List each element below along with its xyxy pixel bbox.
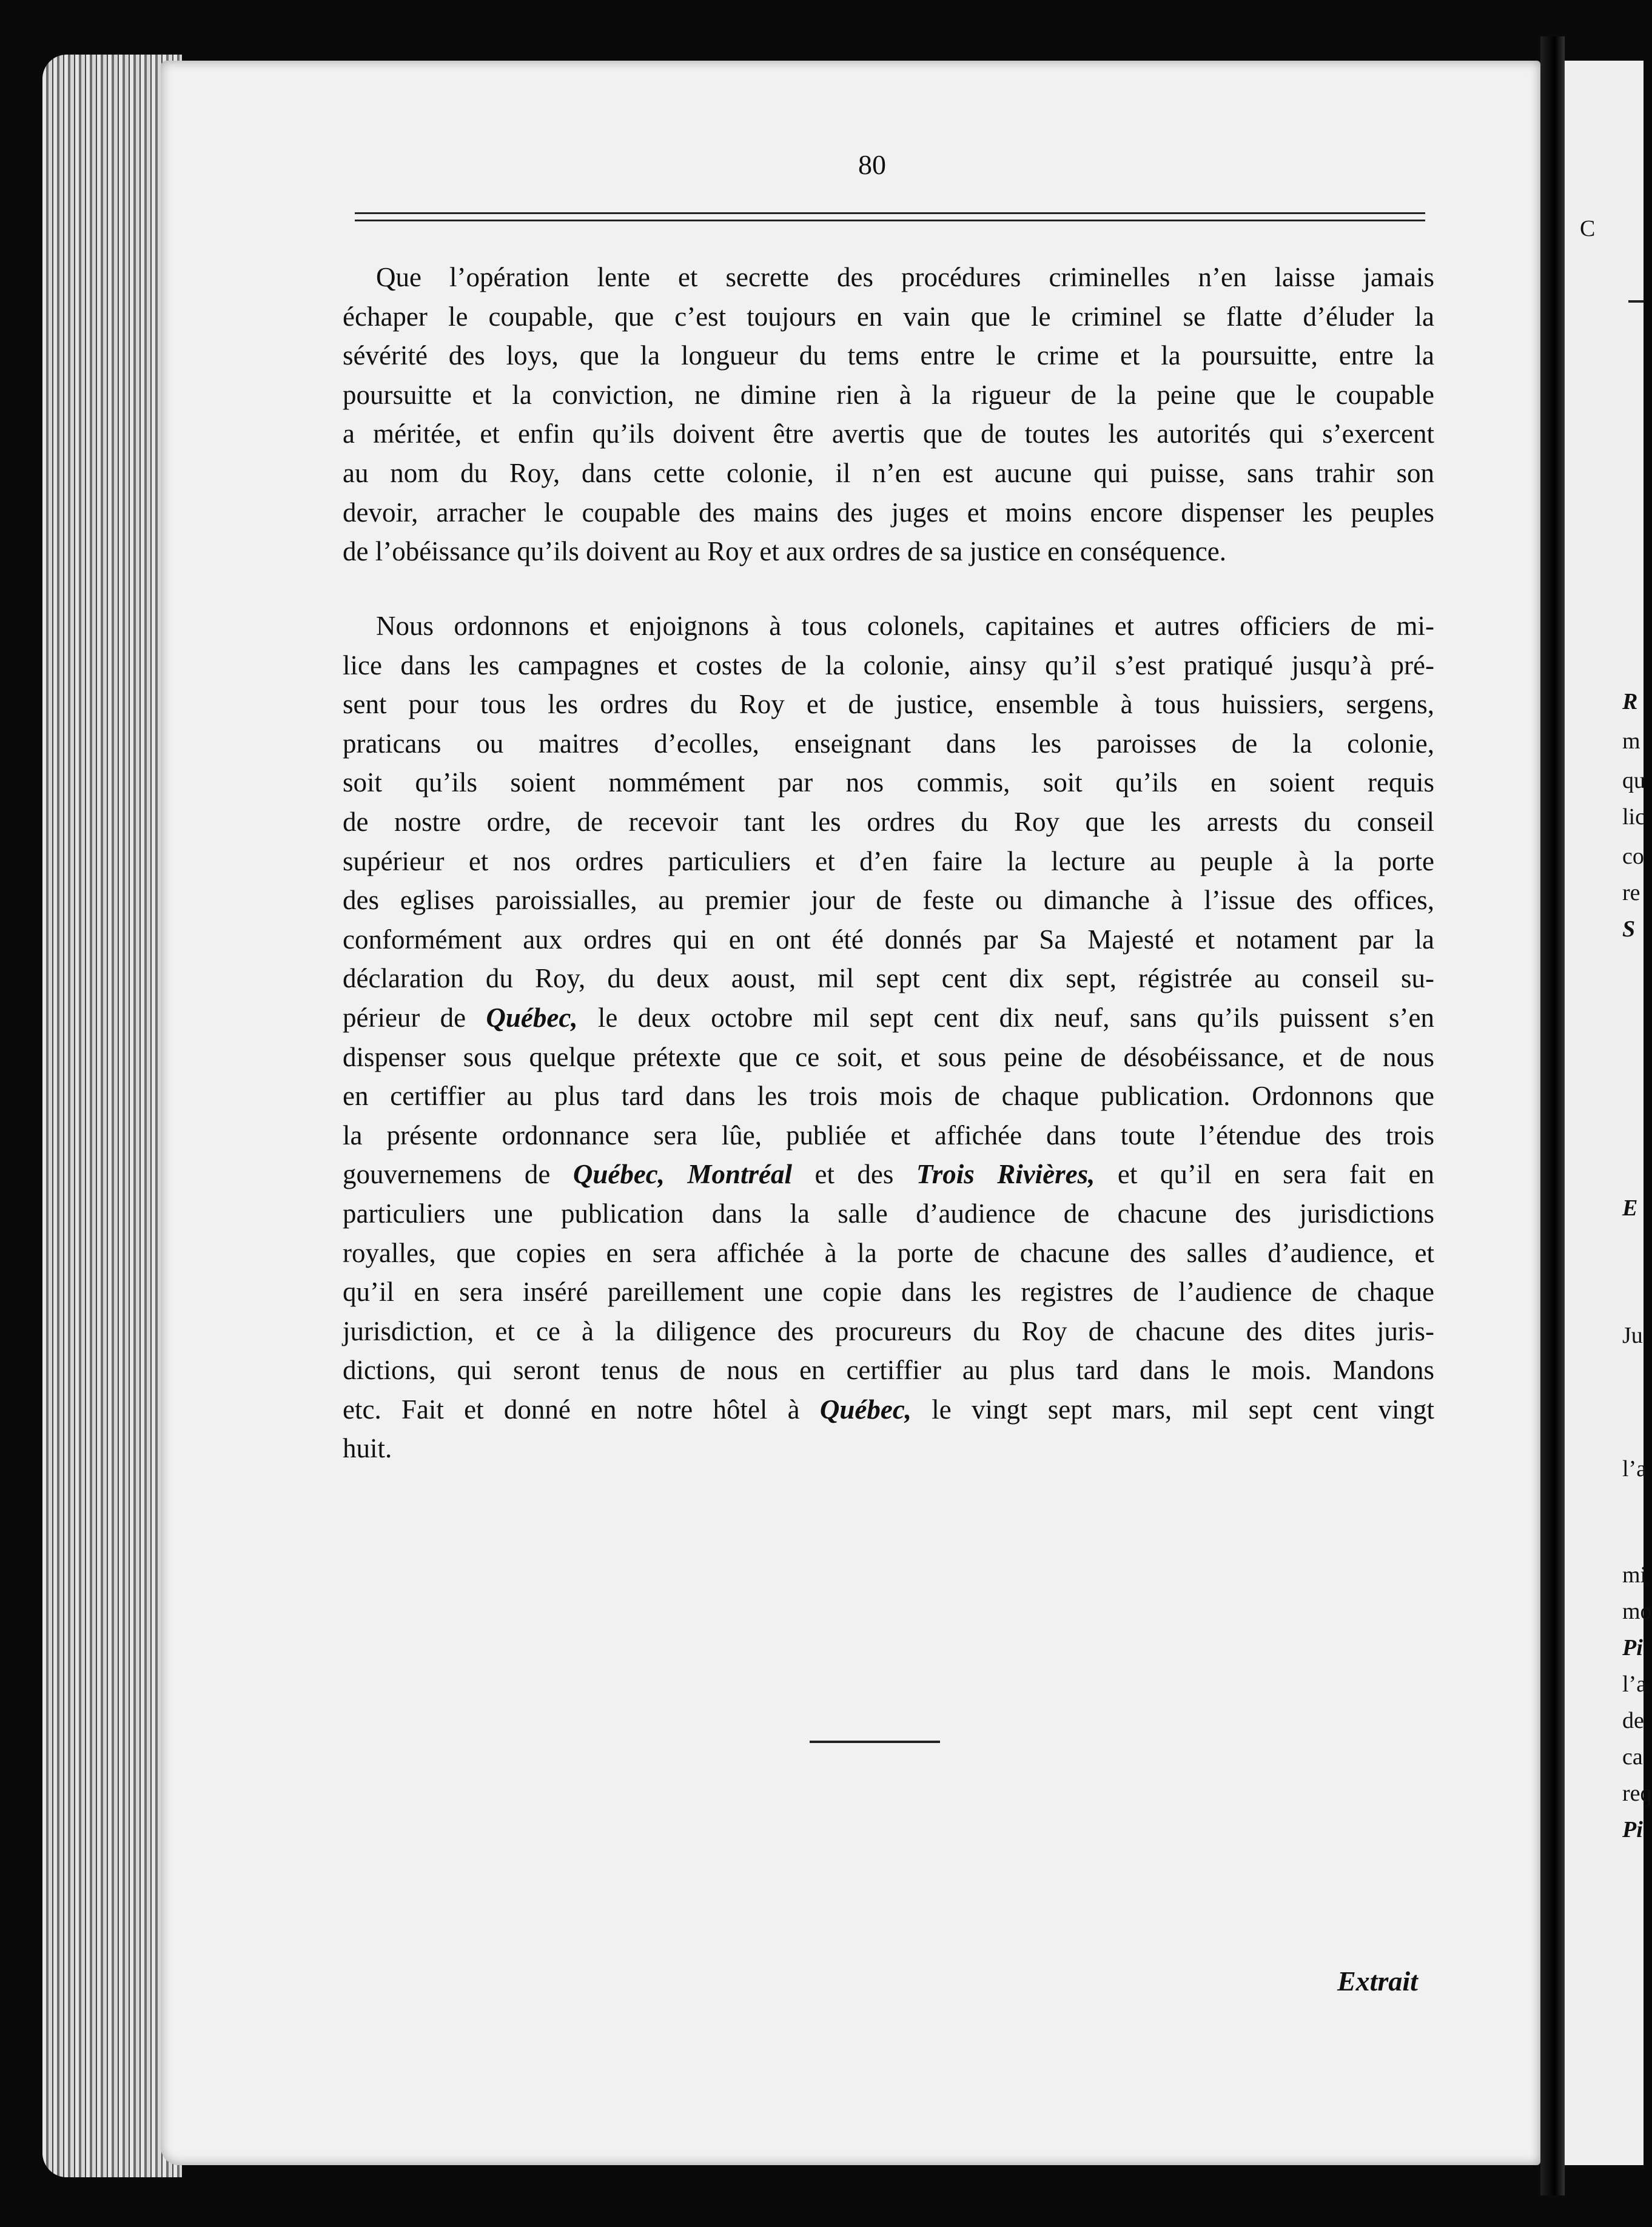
facing-page-fragment: l’a — [1622, 1456, 1647, 1482]
place-name: Trois Rivières, — [916, 1159, 1095, 1190]
place-name: Québec, — [486, 1002, 578, 1033]
header-rule — [355, 220, 1425, 221]
text-line: praticans ou maitres d’ecolles, enseignant dans les paroisses de la colonie, — [343, 728, 1434, 759]
text-line: en certiffier au plus tard dans les trois mois de chaque publication. Ordonnons que — [343, 1081, 1434, 1112]
facing-page-rule — [1628, 300, 1644, 303]
text-line: huit. — [343, 1433, 392, 1464]
text-line: Que l’opération lente et secrette des procédures criminelles n’en laisse jamais — [376, 262, 1434, 292]
text-line: a méritée, et enfin qu’ils doivent être avertis que de toutes les autorités qui s’exercent — [343, 418, 1434, 449]
text-line: Nous ordonnons et enjoignons à tous colonels, capitaines et autres officiers de mi- — [376, 611, 1434, 641]
facing-page-fragment: mi — [1622, 1562, 1647, 1588]
book-gutter — [1540, 36, 1565, 2195]
facing-page-fragment: qu — [1622, 768, 1645, 793]
catchword: Extrait — [1337, 1966, 1418, 1997]
place-name: Québec, — [819, 1394, 912, 1425]
text-run: le deux octobre mil sept cent dix neuf, sans qu’ils puissent s’en — [577, 1002, 1434, 1033]
text-run: et des — [792, 1159, 916, 1190]
facing-page-fragment: req — [1622, 1781, 1652, 1806]
header-rule — [355, 212, 1425, 214]
facing-page-fragment: de — [1622, 1708, 1644, 1733]
facing-page-fragment: m — [1622, 728, 1640, 754]
text-line: soit qu’ils soient nommément par nos commis, soit qu’ils en soient requis — [343, 767, 1434, 798]
text-line: des eglises paroissialles, au premier jour de feste ou dimanche à l’issue des offices, — [343, 885, 1434, 916]
text-line — [343, 1390, 1434, 1429]
text-line: de nostre ordre, de recevoir tant les ordres du Roy que les arrests du conseil — [343, 806, 1434, 837]
facing-page-fragment: R — [1622, 689, 1638, 714]
text-line: conformément aux ordres qui en ont été donnés par Sa Majesté et notament par la — [343, 924, 1434, 955]
text-line: au nom du Roy, dans cette colonie, il n’en est aucune qui puisse, sans trahir son — [343, 457, 1434, 488]
facing-page-fragment: l’a — [1622, 1671, 1647, 1697]
facing-page-fragment: mo — [1622, 1599, 1652, 1624]
text-line: dispenser sous quelque prétexte que ce soit, et sous peine de désobéissance, et de nous — [343, 1041, 1434, 1072]
text-line: lice dans les campagnes et costes de la colonie, ainsy qu’il s’est pratiqué jusqu’à pré- — [343, 650, 1434, 680]
text-run: le vingt sept mars, mil sept cent vingt — [912, 1394, 1434, 1425]
text-line: qu’il en sera inséré pareillement une copie dans les registres de l’audience de chaque — [343, 1277, 1434, 1308]
facing-page-fragment: E — [1622, 1195, 1638, 1221]
text-line: poursuitte et la conviction, ne dimine rien à la rigueur de la peine que le coupable — [343, 379, 1434, 410]
text-run: gouvernemens de — [343, 1159, 573, 1190]
text-line: royalles, que copies en sera affichée à la porte de chacune des salles d’audience, et — [343, 1237, 1434, 1268]
text-line: dictions, qui seront tenus de nous en certiffier au plus tard dans le mois. Mandons — [343, 1355, 1434, 1386]
text-line: déclaration du Roy, du deux aoust, mil sept cent dix sept, régistrée au conseil su- — [343, 963, 1434, 994]
facing-page-fragment: Pi — [1622, 1635, 1643, 1661]
text-run: périeur de — [343, 1002, 486, 1033]
page-number: 80 — [858, 149, 886, 180]
text-line — [343, 998, 1434, 1038]
facing-page-fragment: ca — [1622, 1744, 1643, 1770]
paragraph-2 — [343, 606, 1434, 1468]
text-line: échaper le coupable, que c’est toujours en vain que le criminel se flatte d’éluder la — [343, 301, 1434, 332]
text-line: la présente ordonnance sera lûe, publiée et affichée dans toute l’étendue des trois — [343, 1120, 1434, 1150]
text-run: et qu’il en sera fait en — [1095, 1159, 1435, 1190]
facing-page-fragment: Pi — [1622, 1817, 1643, 1842]
text-line: sent pour tous les ordres du Roy et de justice, ensemble à tous huissiers, sergens, — [343, 689, 1434, 720]
text-line: particuliers une publication dans la salle d’audience de chacune des jurisdictions — [343, 1198, 1434, 1229]
facing-page — [1565, 61, 1652, 2165]
facing-page-fragment: C — [1580, 216, 1596, 241]
place-name: Montréal — [687, 1159, 793, 1190]
paragraph-1 — [343, 258, 1434, 571]
facing-page-fragment: S — [1622, 916, 1636, 942]
text-line: de l’obéissance qu’ils doivent au Roy et aux ordres de sa justice en conséquence. — [343, 536, 1227, 567]
text-line: jurisdiction, et ce à la diligence des procureurs du Roy de chacune des dites juris- — [343, 1315, 1434, 1346]
facing-page-fragment: lic — [1622, 804, 1645, 830]
facing-page-fragment: co — [1622, 844, 1644, 869]
facing-page-fragment: re — [1622, 880, 1640, 905]
place-name: Québec, — [572, 1159, 665, 1190]
text-run — [665, 1159, 687, 1189]
facing-page-fragment: Ju — [1622, 1323, 1643, 1348]
text-line: sévérité des loys, que la longueur du tems entre le crime et la poursuitte, entre la — [343, 340, 1434, 371]
text-run: etc. Fait et donné en notre hôtel à — [343, 1394, 820, 1425]
section-end-rule — [810, 1741, 940, 1743]
text-line: devoir, arracher le coupable des mains des juges et moins encore dispenser les peuples — [343, 497, 1434, 528]
text-line: supérieur et nos ordres particuliers et d’en faire la lecture au peuple à la porte — [343, 845, 1434, 876]
text-line — [343, 1155, 1434, 1194]
